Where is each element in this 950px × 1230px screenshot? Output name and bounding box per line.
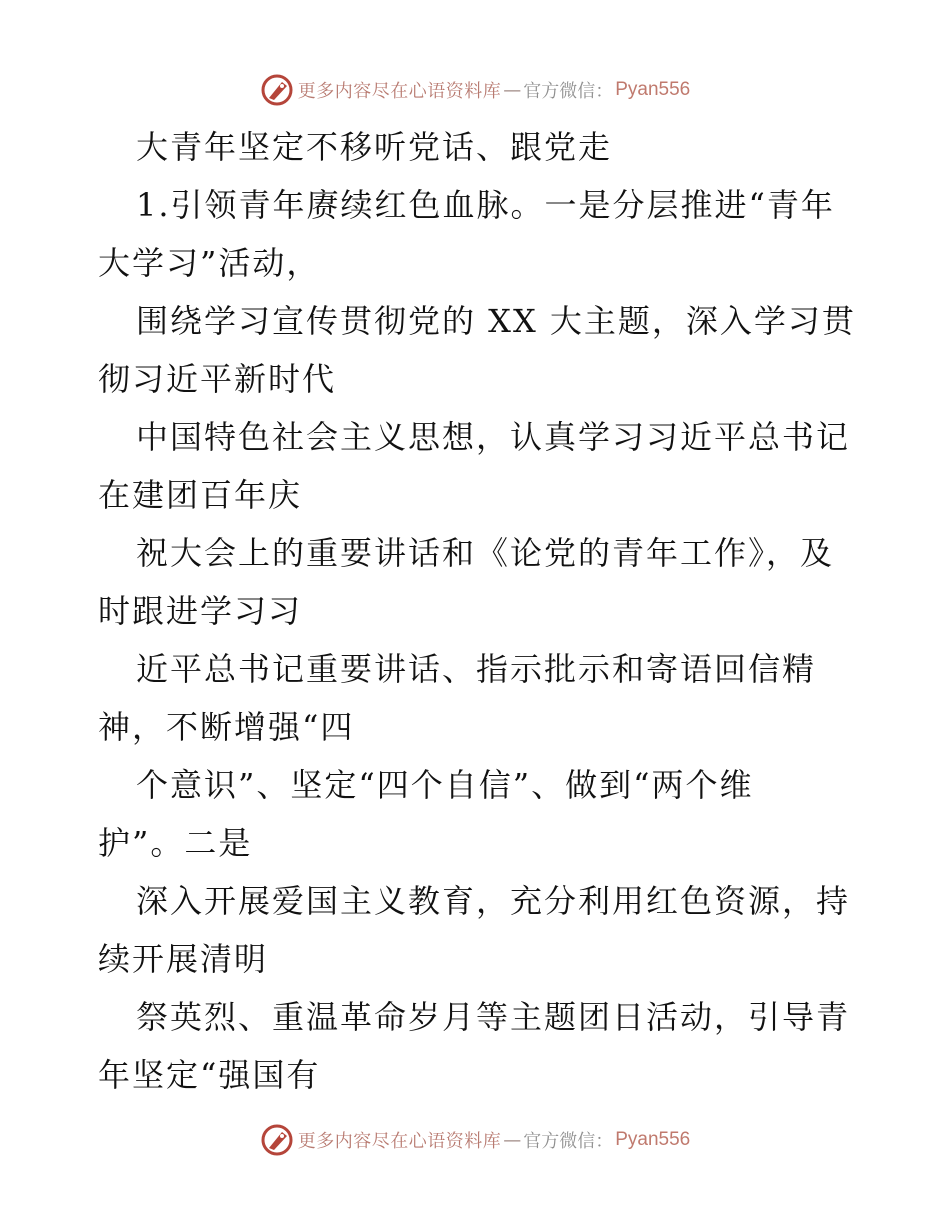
- watermark-wechat-id: Pyan556: [615, 79, 691, 100]
- text-line: 护”。二是: [98, 824, 253, 862]
- text-line: 祝大会上的重要讲话和《论党的青年工作》，及: [136, 534, 835, 572]
- text-line: 神，不断增强“四: [98, 708, 355, 746]
- text-line: 大学习”活动，: [98, 244, 321, 282]
- text-line: 深入开展爱国主义教育，充分利用红色资源，持: [136, 882, 851, 920]
- text-line: 近平总书记重要讲话、指示批示和寄语回信精: [136, 650, 817, 688]
- watermark-wechat-id: Pyan556: [615, 1129, 691, 1150]
- footer-watermark: [0, 1120, 950, 1160]
- pen-nib-circle-logo-icon: [260, 1123, 294, 1157]
- text-line: 续开展清明: [98, 940, 269, 978]
- watermark-official-label: 官方微信：: [523, 1131, 614, 1152]
- pen-nib-circle-logo-icon: [260, 73, 294, 107]
- text-line: 年坚定“强国有: [98, 1056, 321, 1094]
- text-line: 在建团百年庆: [98, 476, 303, 514]
- header-watermark: [0, 70, 950, 110]
- text-line: 彻习近平新时代: [98, 360, 337, 398]
- text-line: 祭英烈、重温革命岁月等主题团日活动，引导青: [136, 998, 851, 1036]
- text-line: 个意识”、坚定“四个自信”、做到“两个维: [136, 766, 754, 804]
- watermark-official-label: 官方微信：: [523, 81, 614, 102]
- watermark-brand: 更多内容尽在心语资料库: [297, 1131, 502, 1152]
- text-line: 围绕学习宣传贯彻党的 XX 大主题，深入学习贯: [136, 302, 856, 340]
- text-line: 中国特色社会主义思想，认真学习习近平总书记: [136, 418, 851, 456]
- text-line: 时跟进学习习: [98, 592, 303, 630]
- text-line: 1.引领青年赓续红色血脉。一是分层推进“青年: [136, 186, 835, 224]
- document-body: [98, 118, 858, 1104]
- watermark-separator: —: [503, 1129, 522, 1151]
- watermark-brand: 更多内容尽在心语资料库: [297, 81, 502, 102]
- text-line: 大青年坚定不移听党话、跟党走: [136, 128, 613, 166]
- watermark-separator: —: [503, 79, 522, 101]
